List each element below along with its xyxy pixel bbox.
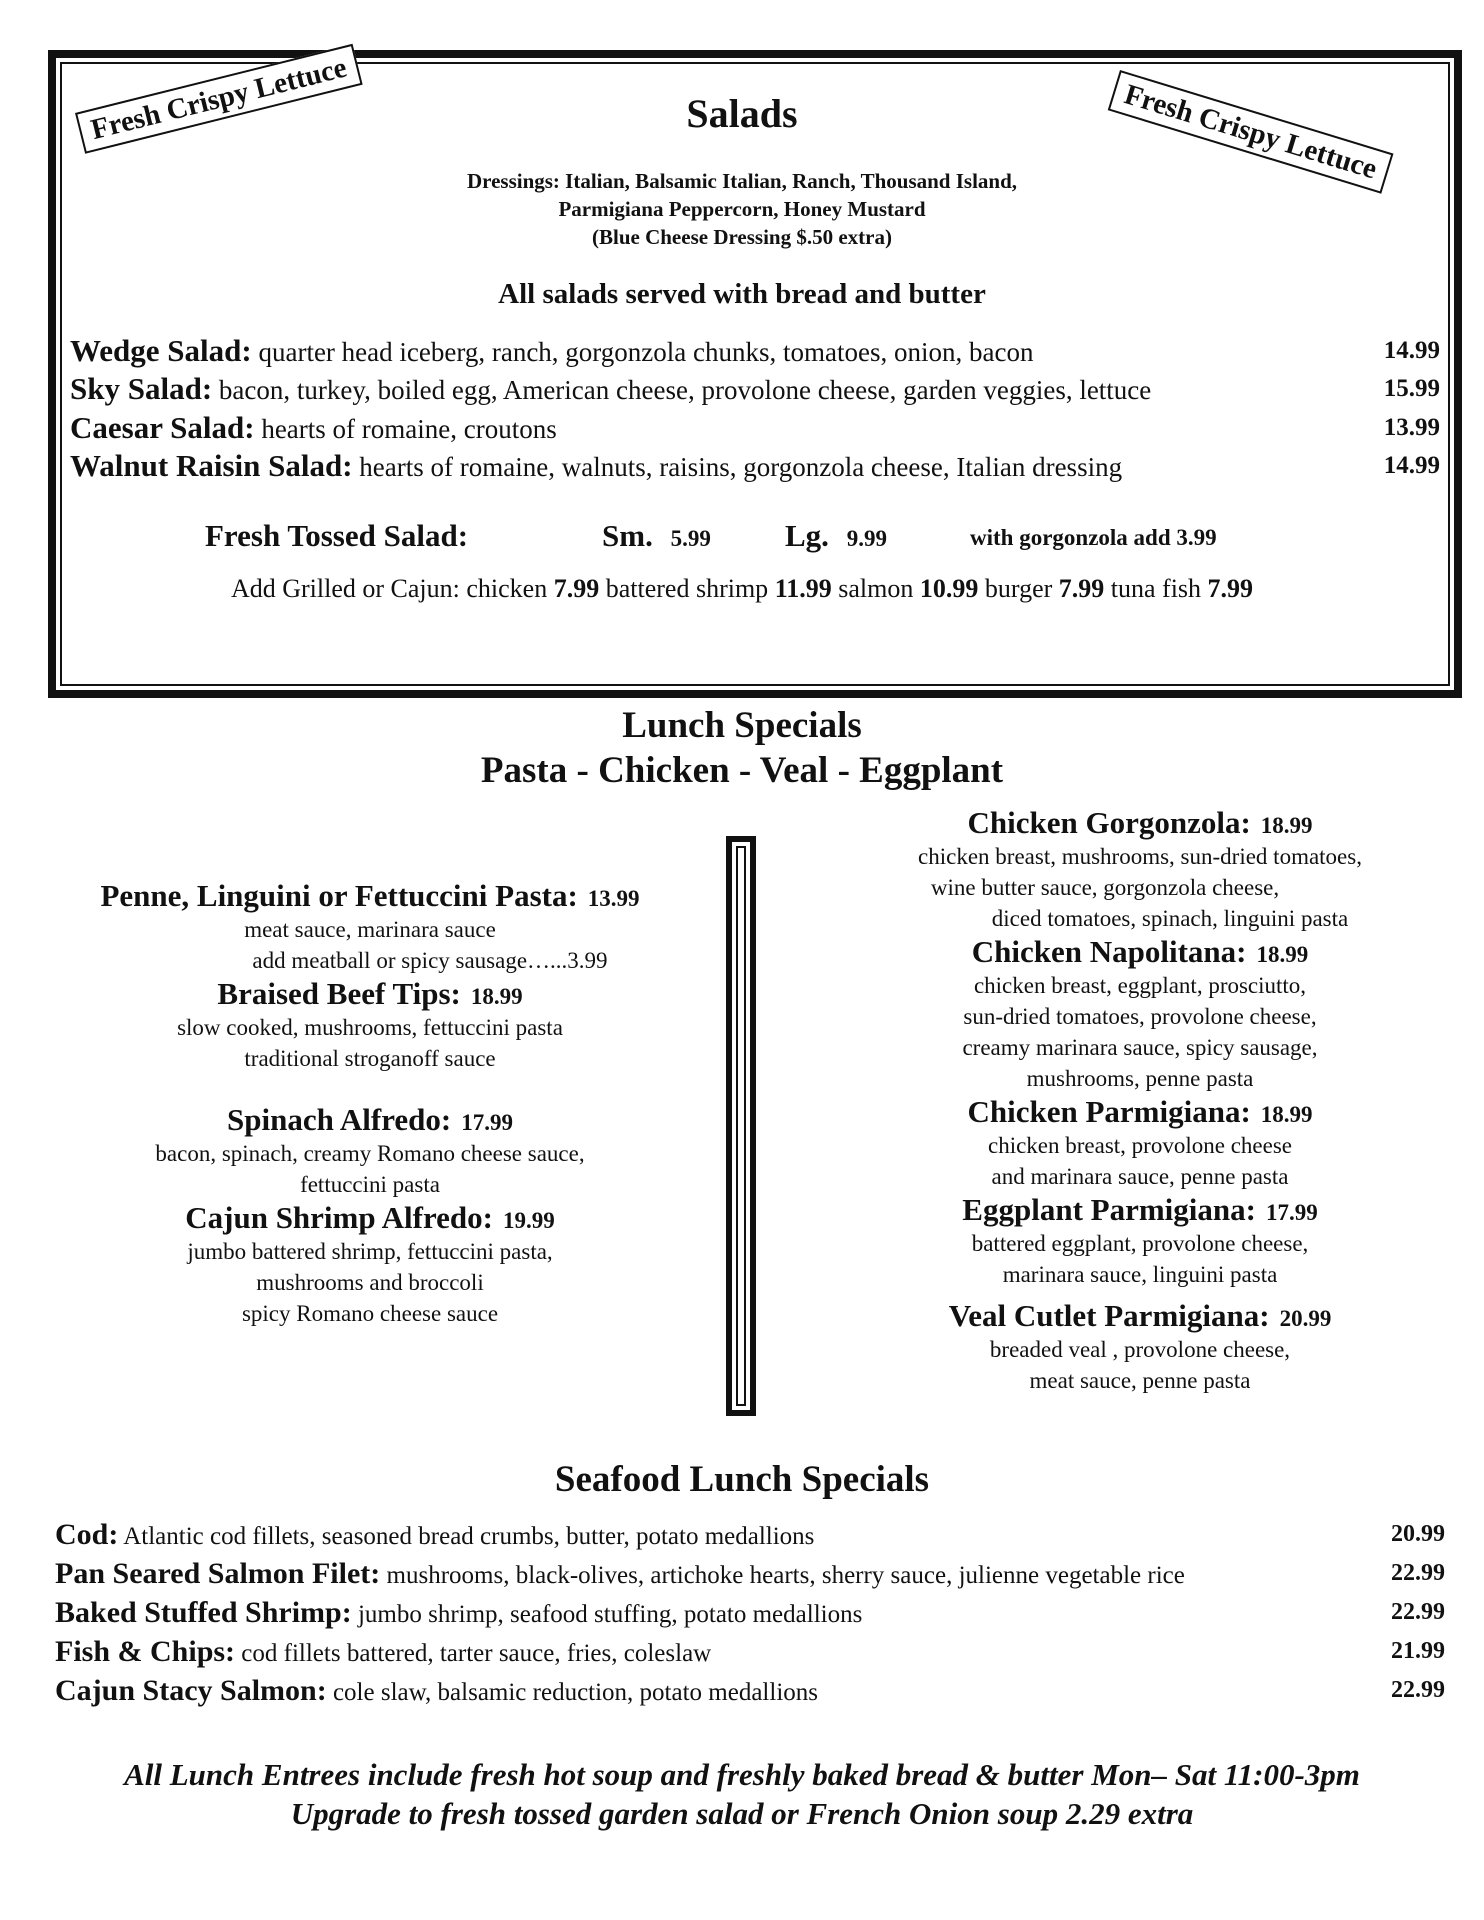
entree-title	[55, 976, 685, 1012]
entree-desc: mushrooms and broccoli	[256, 1270, 484, 1295]
seafood-desc: cod fillets battered, tarter sauce, fries, coleslaw	[241, 1640, 712, 1667]
add-tuna-label: tuna fish	[1110, 574, 1202, 603]
add-burger-price: 7.99	[1058, 574, 1105, 603]
entree-name: Eggplant Parmigiana:	[962, 1192, 1256, 1227]
salad-item	[70, 447, 1440, 486]
salad-price: 14.99	[1383, 452, 1440, 479]
entree-price: 18.99	[1260, 813, 1313, 838]
salad-desc: quarter head iceberg, ranch, gorgonzola chunks, tomatoes, onion, bacon	[258, 337, 1034, 367]
footer-line-2: Upgrade to fresh tossed garden salad or French Onion soup 2.29 extra	[290, 1796, 1194, 1831]
entree-desc: chicken breast, eggplant, prosciutto,	[973, 973, 1307, 998]
entree-desc: bacon, spinach, creamy Romano cheese sauce,	[155, 1141, 585, 1166]
lunch-specials-title: Lunch Specials	[622, 705, 862, 746]
entree-desc: jumbo battered shrimp, fettuccini pasta,	[187, 1239, 553, 1264]
entree-price: 19.99	[503, 1208, 555, 1233]
entree-desc: chicken breast, mushrooms, sun-dried tomatoes,	[918, 844, 1362, 869]
entree-desc: and marinara sauce, penne pasta	[991, 1164, 1289, 1189]
add-salmon-label: salmon	[838, 574, 914, 603]
add-chicken-price: 7.99	[553, 574, 600, 603]
dressings-line-2: Parmigiana Peppercorn, Honey Mustard	[558, 197, 926, 221]
entree-name: Penne, Linguini or Fettuccini Pasta:	[100, 878, 578, 913]
tossed-salad-name: Fresh Tossed Salad:	[205, 518, 469, 553]
tossed-small-price: 5.99	[670, 526, 711, 551]
entree-desc: meat sauce, penne pasta	[1029, 1368, 1251, 1393]
salad-item	[70, 332, 1440, 371]
tossed-small	[602, 518, 711, 554]
seafood-desc: mushrooms, black-olives, artichoke hearts, sherry sauce, julienne vegetable rice	[386, 1562, 1185, 1589]
seafood-desc: Atlantic cod fillets, seasoned bread crumbs, butter, potato medallions	[123, 1523, 815, 1550]
dressings-line-1: Dressings: Italian, Balsamic Italian, Ranch, Thousand Island,	[466, 169, 1018, 193]
seafood-price: 20.99	[1391, 1521, 1445, 1547]
entree-desc: diced tomatoes, spinach, linguini pasta	[991, 906, 1349, 931]
entree-desc: breaded veal , provolone cheese,	[989, 1337, 1291, 1362]
salad-item	[70, 409, 1440, 448]
add-salmon-price: 10.99	[919, 574, 979, 603]
fresh-lettuce-badge-left: Fresh Crispy Lettuce	[75, 44, 363, 154]
fresh-lettuce-badge-right: Fresh Crispy Lettuce	[1108, 70, 1394, 194]
entree-title	[55, 878, 685, 914]
salad-desc: bacon, turkey, boiled egg, American cheese, provolone cheese, garden veggies, lettuce	[218, 375, 1152, 405]
seafood-item	[55, 1554, 1445, 1595]
salad-price: 13.99	[1383, 414, 1440, 441]
salads-title: Salads	[686, 91, 798, 136]
entree-name: Braised Beef Tips:	[217, 976, 461, 1011]
entree-desc: battered eggplant, provolone cheese,	[971, 1231, 1309, 1256]
add-shrimp-label: battered shrimp	[605, 574, 769, 603]
entree-desc: marinara sauce, linguini pasta	[1002, 1262, 1278, 1287]
salad-name: Walnut Raisin Salad:	[70, 448, 353, 483]
lunch-left-column	[55, 878, 685, 1329]
entree-title	[820, 805, 1460, 841]
entree-price: 20.99	[1279, 1306, 1332, 1331]
seafood-name: Cod:	[55, 1518, 119, 1551]
entree-title	[55, 1200, 685, 1236]
entree-title	[820, 1298, 1460, 1334]
entree-desc: wine butter sauce, gorgonzola cheese,	[930, 875, 1280, 900]
column-divider	[726, 836, 756, 1416]
salad-name: Caesar Salad:	[70, 410, 255, 445]
entree-desc: add meatball or spicy sausage…...3.99	[252, 948, 608, 973]
entree-title	[820, 1192, 1460, 1228]
entree-name: Cajun Shrimp Alfredo:	[185, 1200, 493, 1235]
entree-name: Chicken Parmigiana:	[967, 1094, 1251, 1129]
salad-desc: hearts of romaine, walnuts, raisins, gorgonzola cheese, Italian dressing	[359, 452, 1123, 482]
salads-served-with: All salads served with bread and butter	[498, 278, 986, 310]
seafood-price: 21.99	[1391, 1638, 1445, 1664]
add-grilled-line	[0, 574, 1484, 604]
seafood-price: 22.99	[1391, 1677, 1445, 1703]
seafood-name: Fish & Chips:	[55, 1635, 236, 1668]
tossed-large-price: 9.99	[846, 526, 887, 551]
entree-desc: traditional stroganoff sauce	[244, 1046, 496, 1071]
entree-name: Chicken Napolitana:	[971, 934, 1247, 969]
entree-price: 18.99	[470, 984, 523, 1009]
tossed-large	[785, 518, 887, 554]
lunch-specials-subtitle: Pasta - Chicken - Veal - Eggplant	[480, 750, 1004, 791]
entree-desc: slow cooked, mushrooms, fettuccini pasta	[177, 1015, 563, 1040]
seafood-item	[55, 1593, 1445, 1634]
salad-price: 14.99	[1383, 337, 1440, 364]
entree-title	[820, 934, 1460, 970]
salad-price: 15.99	[1383, 375, 1440, 402]
salad-item	[70, 370, 1440, 409]
seafood-desc: cole slaw, balsamic reduction, potato medallions	[332, 1679, 818, 1706]
seafood-item	[55, 1632, 1445, 1673]
seafood-desc: jumbo shrimp, seafood stuffing, potato medallions	[357, 1601, 863, 1628]
seafood-name: Cajun Stacy Salmon:	[55, 1674, 327, 1707]
salad-name: Wedge Salad:	[70, 333, 252, 368]
entree-price: 17.99	[461, 1110, 513, 1135]
entree-price: 13.99	[587, 886, 640, 911]
seafood-price: 22.99	[1391, 1599, 1445, 1625]
seafood-name: Pan Seared Salmon Filet:	[55, 1557, 381, 1590]
add-shrimp-price: 11.99	[774, 574, 832, 603]
entree-desc: fettuccini pasta	[300, 1172, 440, 1197]
entree-price: 18.99	[1256, 942, 1309, 967]
entree-desc: spicy Romano cheese sauce	[241, 1301, 499, 1326]
seafood-item	[55, 1671, 1445, 1712]
tossed-gorgonzola-addon: with gorgonzola add 3.99	[970, 525, 1217, 550]
entree-name: Spinach Alfredo:	[227, 1102, 452, 1137]
lunch-right-column	[820, 805, 1460, 1396]
entree-desc: chicken breast, provolone cheese	[988, 1133, 1292, 1158]
add-tuna-price: 7.99	[1207, 574, 1254, 603]
seafood-name: Baked Stuffed Shrimp:	[55, 1596, 352, 1629]
entree-price: 17.99	[1265, 1200, 1318, 1225]
tossed-large-label: Lg.	[785, 518, 829, 553]
entree-desc: sun-dried tomatoes, provolone cheese,	[963, 1004, 1317, 1029]
entree-price: 18.99	[1260, 1102, 1313, 1127]
tossed-small-label: Sm.	[602, 518, 653, 553]
seafood-item	[55, 1515, 1445, 1556]
seafood-price: 22.99	[1391, 1560, 1445, 1586]
dressings-list	[0, 167, 1484, 251]
entree-desc: creamy marinara sauce, spicy sausage,	[962, 1035, 1318, 1060]
entree-name: Veal Cutlet Parmigiana:	[948, 1298, 1270, 1333]
add-grilled-prefix: Add Grilled or Cajun: chicken	[230, 574, 548, 603]
entree-title	[820, 1094, 1460, 1130]
dressings-line-3: (Blue Cheese Dressing $.50 extra)	[592, 225, 892, 249]
entree-desc: meat sauce, marinara sauce	[244, 917, 496, 942]
seafood-title: Seafood Lunch Specials	[554, 1459, 930, 1500]
add-burger-label: burger	[984, 574, 1053, 603]
entree-desc: mushrooms, penne pasta	[1026, 1066, 1254, 1091]
entree-title	[55, 1102, 685, 1138]
footer-line-1: All Lunch Entrees include fresh hot soup and freshly baked bread & butter Mon– Sat 11:00-3pm	[124, 1757, 1360, 1792]
entree-name: Chicken Gorgonzola:	[967, 805, 1251, 840]
salad-name: Sky Salad:	[70, 371, 213, 406]
salad-desc: hearts of romaine, croutons	[261, 414, 557, 444]
